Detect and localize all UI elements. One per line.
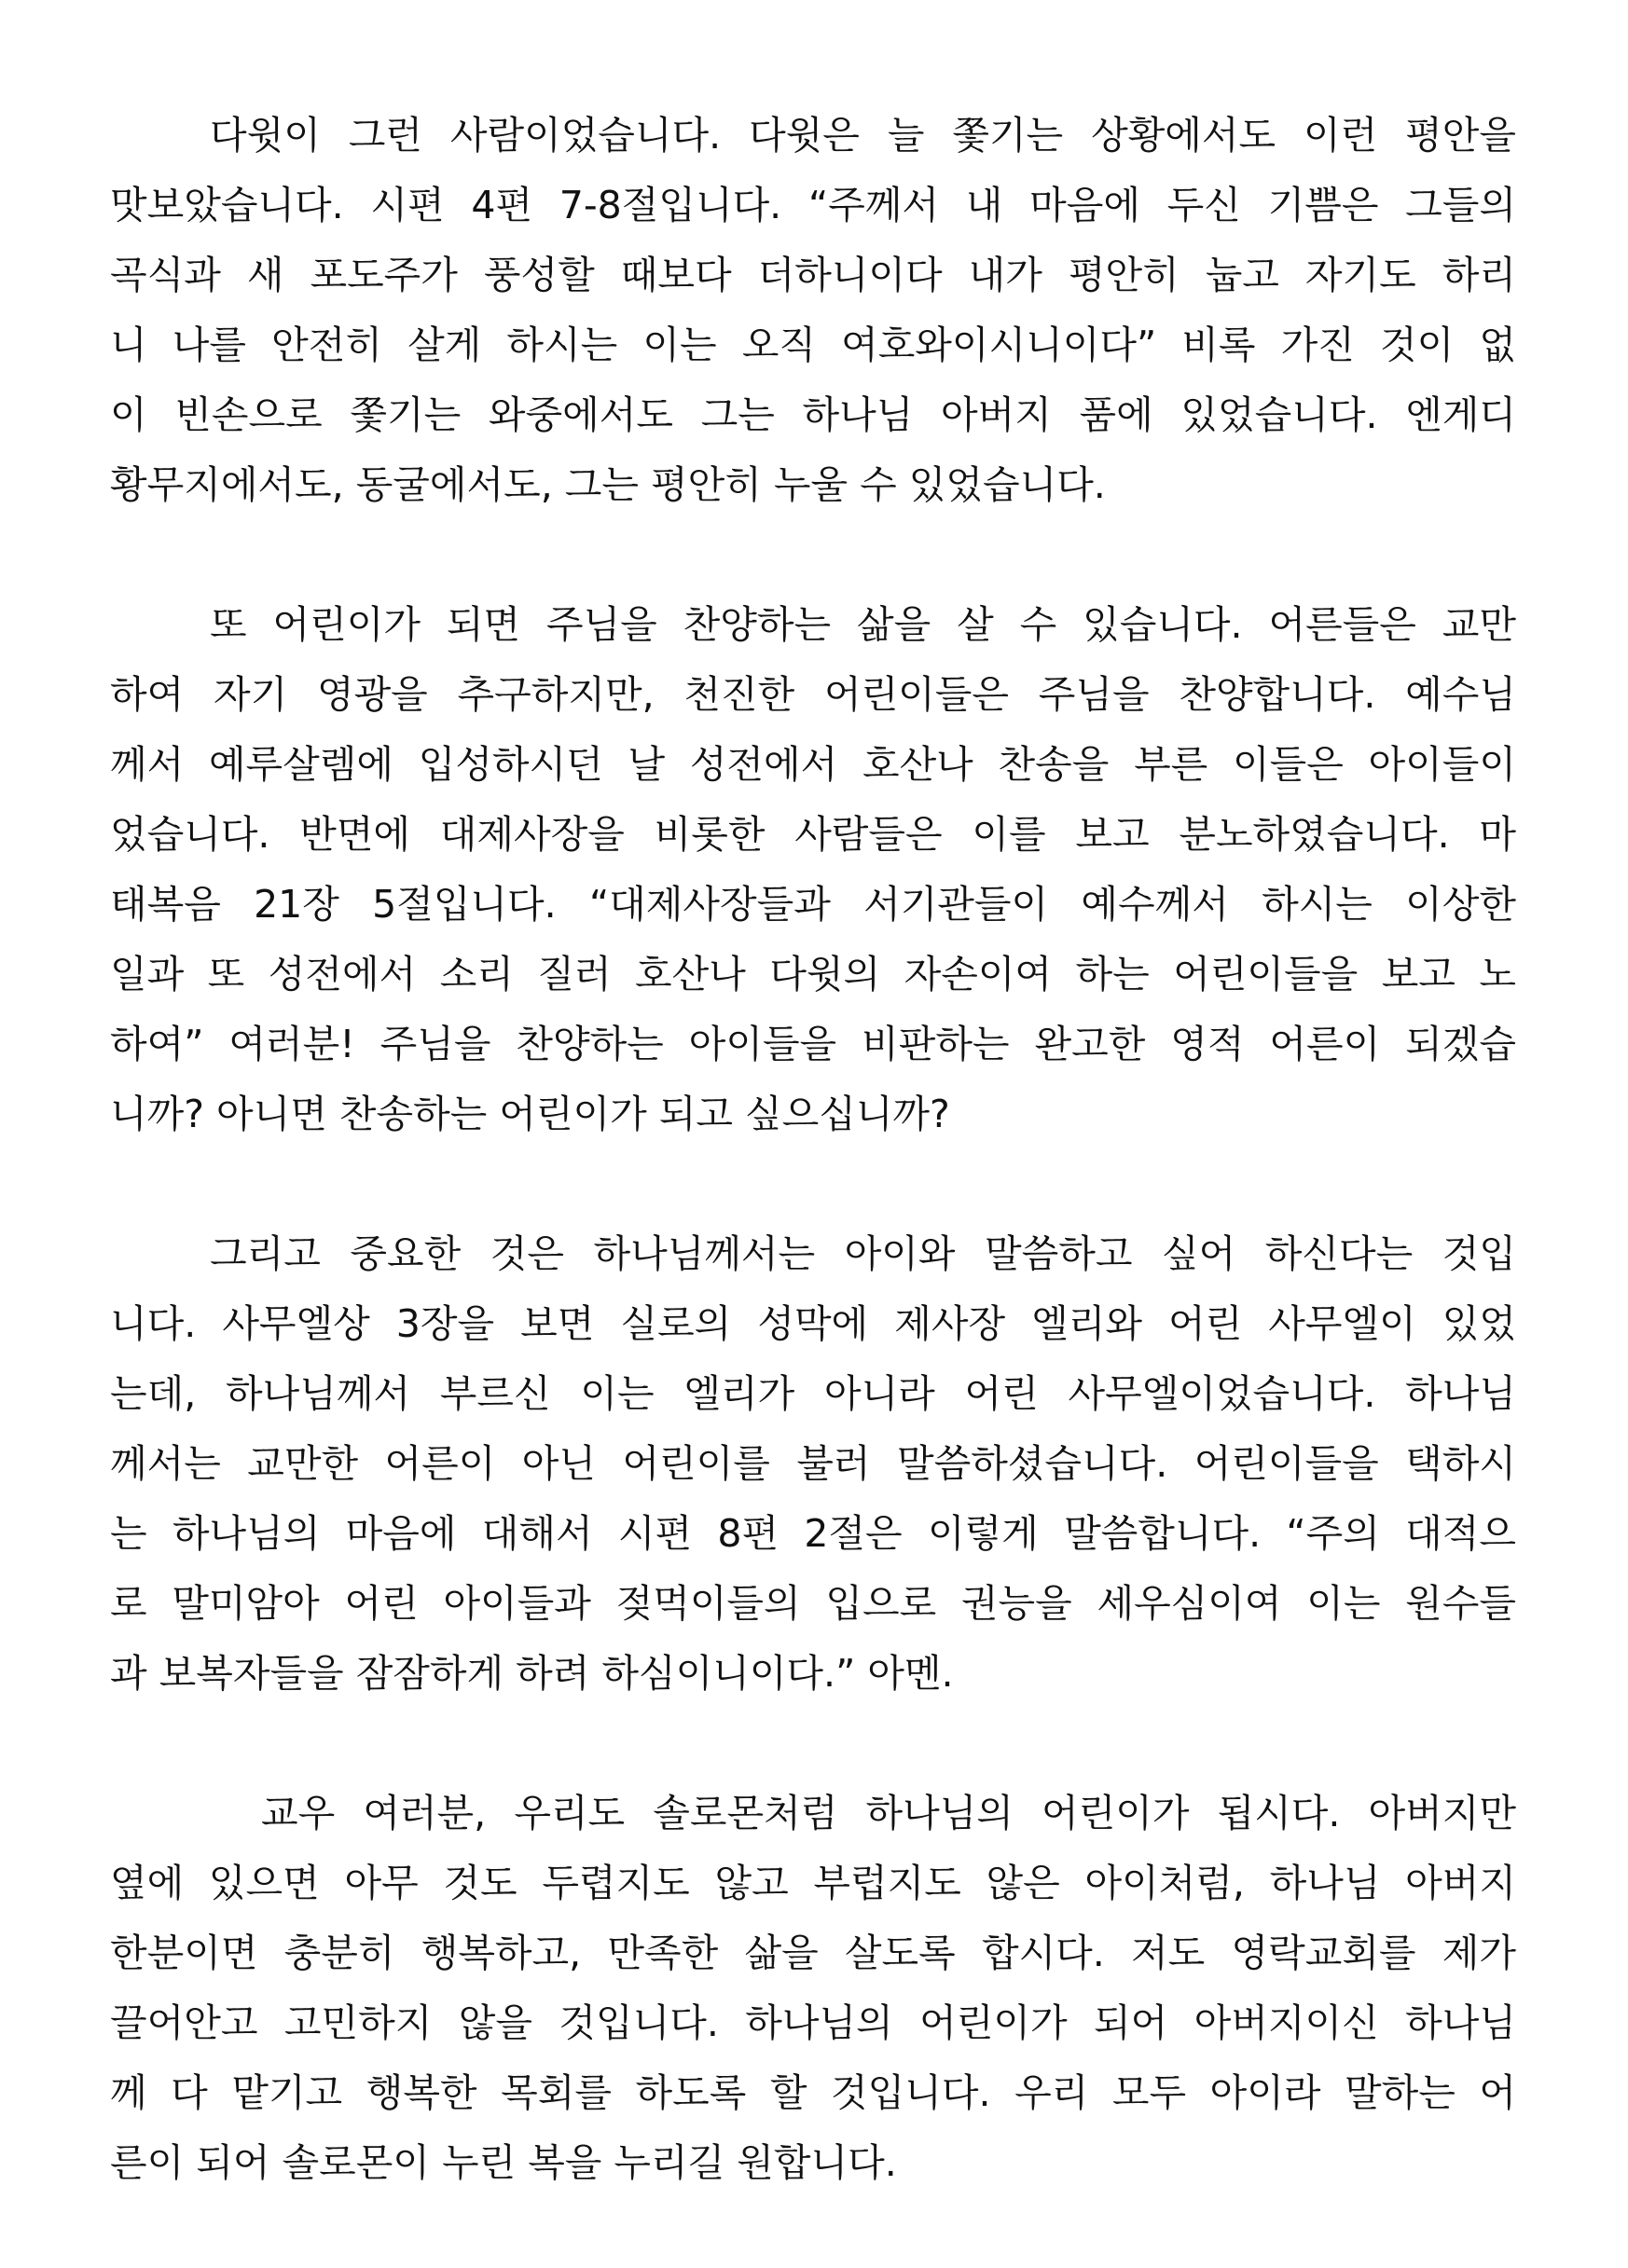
text-line: 로 말미암아 어린 아이들과 젖먹이들의 입으로 권능을 세우심이여 이는 원수들: [110, 1581, 1516, 1626]
paragraph-children-praise: [110, 590, 1516, 1149]
text-line: 곡식과 새 포도주가 풍성할 때보다 더하니이다 내가 평안히 눕고 자기도 하리: [110, 253, 1516, 297]
text-line: 과 보복자들을 잠잠하게 하려 하심이니이다.” 아멘.: [110, 1651, 954, 1696]
text-line: 께서 예루살렘에 입성하시던 날 성전에서 호산나 찬송을 부른 이들은 아이들이: [110, 742, 1516, 787]
text-line: 었습니다. 반면에 대제사장을 비롯한 사람들은 이를 보고 분노하였습니다. 마: [110, 812, 1516, 857]
paragraph-god-speaks-to-children: [110, 1219, 1516, 1709]
text-line: 황무지에서도, 동굴에서도, 그는 평안히 누울 수 있었습니다.: [110, 462, 1106, 507]
text-line: 끌어안고 고민하지 않을 것입니다. 하나님의 어린이가 되어 아버지이신 하나님: [110, 2000, 1516, 2045]
paragraph-closing-exhortation: [110, 1779, 1516, 2198]
text-line: 는데, 하나님께서 부르신 이는 엘리가 아니라 어린 사무엘이었습니다. 하나님: [110, 1371, 1516, 1416]
text-line: 교우 여러분, 우리도 솔로몬처럼 하나님의 어린이가 됩시다. 아버지만: [261, 1791, 1516, 1835]
text-line: 른이 되어 솔로몬이 누린 복을 누리길 원합니다.: [110, 2140, 897, 2185]
text-line: 다윗이 그런 사람이었습니다. 다윗은 늘 쫓기는 상황에서도 이런 평안을: [210, 113, 1516, 158]
text-line: 맛보았습니다. 시편 4편 7-8절입니다. “주께서 내 마음에 두신 기쁨은 그들의: [110, 183, 1516, 227]
text-line: 는 하나님의 마음에 대해서 시편 8편 2절은 이렇게 말씀합니다. “주의 대적으: [110, 1511, 1516, 1556]
paragraph-david-peace: [110, 101, 1516, 520]
sermon-text: [110, 101, 1516, 2268]
text-line: 또 어린이가 되면 주님을 찬양하는 삶을 살 수 있습니다. 어른들은 교만: [210, 602, 1516, 647]
text-line: 그리고 중요한 것은 하나님께서는 아이와 말씀하고 싶어 하신다는 것입: [210, 1231, 1516, 1276]
text-line: 니까? 아니면 찬송하는 어린이가 되고 싶으십니까?: [110, 1092, 950, 1136]
text-line: 태복음 21장 5절입니다. “대제사장들과 서기관들이 예수께서 하시는 이상한: [110, 882, 1516, 927]
text-line: 께서는 교만한 어른이 아닌 어린이를 불러 말씀하셨습니다. 어린이들을 택하시: [110, 1441, 1516, 1486]
text-line: 니다. 사무엘상 3장을 보면 실로의 성막에 제사장 엘리와 어린 사무엘이 있었: [110, 1301, 1516, 1346]
text-line: 한분이면 충분히 행복하고, 만족한 삶을 살도록 합시다. 저도 영락교회를 제가: [110, 1931, 1516, 1975]
text-line: 하여” 여러분! 주님을 찬양하는 아이들을 비판하는 완고한 영적 어른이 되겠습: [110, 1022, 1516, 1066]
text-line: 일과 또 성전에서 소리 질러 호산나 다윗의 자손이여 하는 어린이들을 보고 노: [110, 952, 1516, 997]
text-line: 께 다 맡기고 행복한 목회를 하도록 할 것입니다. 우리 모두 아이라 말하는 어: [110, 2070, 1516, 2115]
text-line: 이 빈손으로 쫓기는 와중에서도 그는 하나님 아버지 품에 있었습니다. 엔게디: [110, 392, 1516, 437]
text-line: 하여 자기 영광을 추구하지만, 천진한 어린이들은 주님을 찬양합니다. 예수님: [110, 672, 1516, 717]
text-line: 니 나를 안전히 살게 하시는 이는 오직 여호와이시니이다” 비록 가진 것이 없: [110, 323, 1516, 367]
text-line: 옆에 있으면 아무 것도 두렵지도 않고 부럽지도 않은 아이처럼, 하나님 아버지: [110, 1861, 1516, 1905]
